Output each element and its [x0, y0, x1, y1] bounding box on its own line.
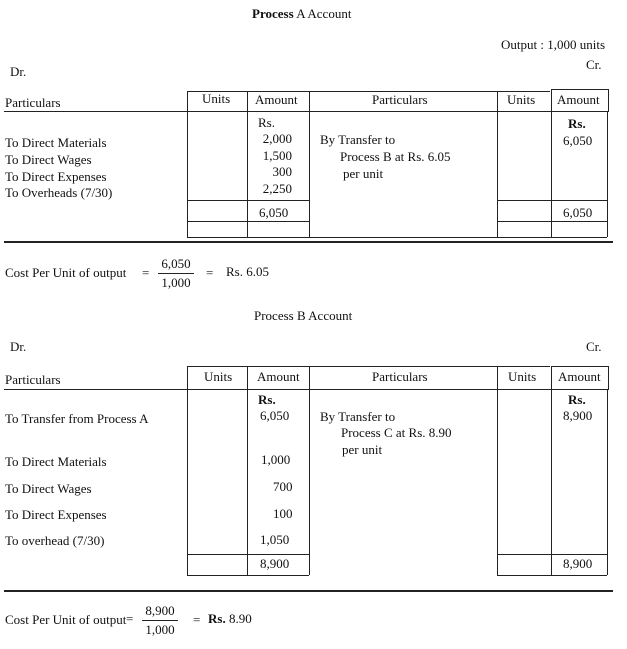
process-a-credit-line-1: By Transfer to: [320, 132, 396, 147]
process-a-debit-amount-2: 1,500: [262, 148, 292, 163]
process-a-debit-amount-4: 2,250: [262, 181, 292, 196]
process-a-total-right: 6,050: [563, 205, 593, 220]
process-b-credit-line-1: By Transfer to: [320, 409, 396, 424]
process-a-rs-right: Rs.: [568, 116, 586, 131]
process-a-title-bold: Process: [252, 6, 294, 21]
process-a-cost-fraction: [158, 256, 194, 291]
process-b-debit-label-4: To Direct Expenses: [5, 507, 107, 522]
process-a-cost-numerator: 6,050: [161, 256, 191, 271]
process-b-debit-amount-3: 700: [273, 479, 293, 494]
fraction-bar: [142, 620, 178, 621]
process-a-total-left: 6,050: [259, 205, 289, 220]
process-a-header-units-right: Units: [507, 92, 536, 107]
process-b-debit-label-5: To overhead (7/30): [5, 533, 105, 548]
process-a-title: [252, 6, 351, 21]
process-a-output: Output : 1,000 units: [501, 37, 606, 52]
process-b-debit-amount-1: 6,050: [260, 408, 290, 423]
process-b-header-amount-left: Amount: [257, 369, 300, 384]
process-a-cost-denominator: 1,000: [161, 275, 191, 290]
process-a-header-particulars-left: Particulars: [5, 95, 61, 110]
process-a-title-rest: A Account: [296, 6, 352, 21]
process-a-debit-label-4: To Overheads (7/30): [5, 185, 113, 200]
process-a-debit-amount-1: 2,000: [262, 131, 292, 146]
process-a-debit-label-1: To Direct Materials: [5, 135, 107, 150]
process-b-title: Process B Account: [254, 308, 353, 323]
process-b-cr: Cr.: [586, 339, 602, 354]
process-a-header-particulars-right: Particulars: [372, 92, 428, 107]
process-a-credit-line-2: Process B at Rs. 6.05: [340, 149, 451, 164]
process-a-credit-amount: 6,050: [563, 133, 593, 148]
process-a-header-amount-right: Amount: [557, 92, 600, 107]
process-a-header-units-left: Units: [202, 91, 231, 106]
process-b-header-amount-right: Amount: [558, 369, 601, 384]
process-b-cost-numerator: 8,900: [145, 603, 175, 618]
process-b-debit-amount-2: 1,000: [261, 452, 291, 467]
process-b-total-right: 8,900: [563, 556, 593, 571]
process-b-cost-result-bold: Rs.: [208, 611, 226, 626]
process-b-rs-left: Rs.: [258, 392, 276, 407]
process-b-dr: Dr.: [10, 339, 27, 354]
process-b-debit-label-3: To Direct Wages: [5, 481, 92, 496]
process-b-debit-label-1: To Transfer from Process A: [5, 411, 149, 426]
process-a-rs-left: Rs.: [258, 115, 275, 130]
process-b-cost-fraction: [142, 603, 178, 638]
process-a-cost-eq1: =: [142, 265, 150, 280]
process-b-cost-denominator: 1,000: [145, 622, 175, 637]
process-b-credit-amount: 8,900: [563, 408, 593, 423]
process-b-header-units-left: Units: [204, 369, 233, 384]
process-b-cost-eq2: =: [193, 612, 201, 627]
process-a-cr: Cr.: [586, 57, 602, 72]
process-b-debit-amount-4: 100: [273, 506, 293, 521]
process-b-header-particulars-left: Particulars: [5, 372, 61, 387]
process-b-debit-label-2: To Direct Materials: [5, 454, 107, 469]
process-b-cost-label: Cost Per Unit of output: [5, 612, 127, 627]
process-b-total-left: 8,900: [260, 556, 290, 571]
process-b-cost-result: [208, 611, 252, 626]
process-a-dr: Dr.: [10, 64, 27, 79]
process-a-debit-amount-3: 300: [272, 164, 292, 179]
process-b-cost-result-rest: 8.90: [228, 611, 252, 626]
fraction-bar: [158, 273, 194, 274]
process-b-header-particulars-right: Particulars: [372, 369, 428, 384]
process-b-header-units-right: Units: [508, 369, 537, 384]
process-a-debit-label-2: To Direct Wages: [5, 152, 92, 167]
process-b-rs-right: Rs.: [568, 392, 586, 407]
process-b-credit-line-3: per unit: [342, 442, 383, 457]
process-a-cost-result: Rs. 6.05: [226, 264, 269, 279]
process-a-cost-label: Cost Per Unit of output: [5, 265, 127, 280]
process-a-credit-line-3: per unit: [343, 166, 384, 181]
process-b-credit-line-2: Process C at Rs. 8.90: [341, 425, 452, 440]
process-b-cost-eq1: =: [126, 611, 134, 626]
process-a-cost-eq2: =: [206, 265, 214, 280]
process-a-debit-label-3: To Direct Expenses: [5, 169, 107, 184]
process-a-header-amount-left: Amount: [255, 92, 298, 107]
process-b-debit-amount-5: 1,050: [260, 532, 290, 547]
